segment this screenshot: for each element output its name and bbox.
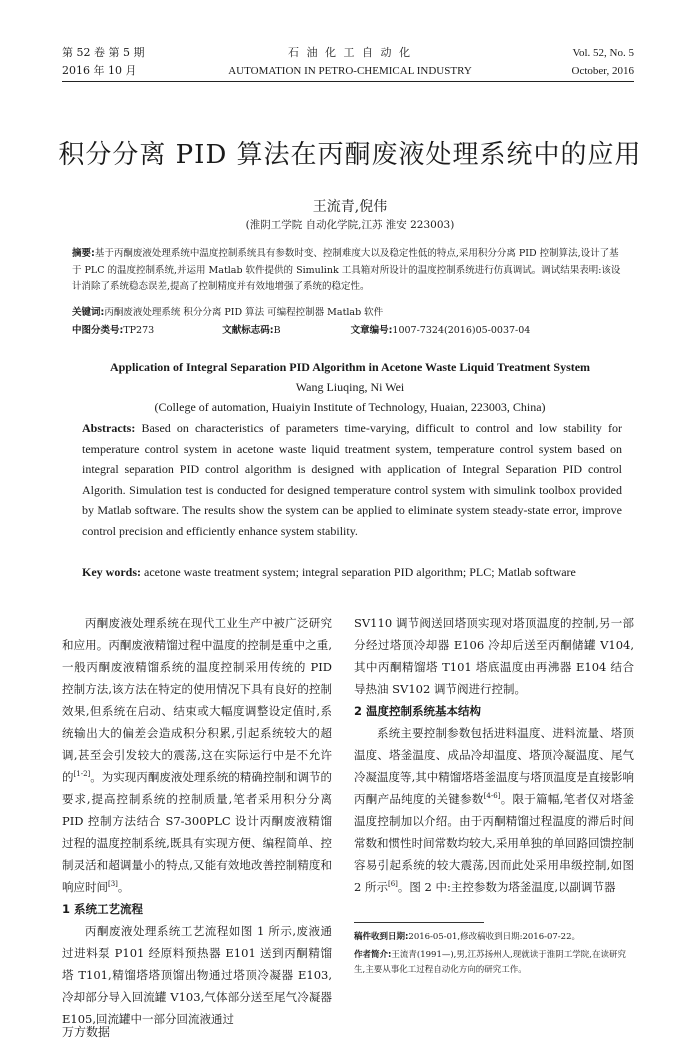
article-label: 文章编号: xyxy=(350,325,393,336)
author-bio-label: 作者简介: xyxy=(354,950,392,960)
paper-affiliation: (淮阴工学院 自动化学院,江苏 淮安 223003) xyxy=(245,219,455,231)
section-heading-1: 1 系统工艺流程 xyxy=(62,902,144,916)
footnote-rule xyxy=(354,922,484,923)
body-left-paragraph-1 xyxy=(62,612,332,898)
en-authors: Wang Liuqing, Ni Wei xyxy=(295,380,405,394)
clc-value: TP273 xyxy=(123,325,155,336)
footer-source: 万方数据 xyxy=(62,1025,111,1039)
en-title: Application of Integral Separation PID Algorithm in Acetone Waste Liquid Treatment System xyxy=(109,360,591,374)
header-volume-cn: 第 52 卷 第 5 期 xyxy=(62,46,145,59)
article-value: 1007-7324(2016)05-0037-04 xyxy=(392,325,531,336)
right-p2b-text: 。限于篇幅,笔者仅对塔釜温度控制加以介绍。由于丙酮精馏过程温度的滞后时间常数和惯性时间常数均较大,采用单独的单回路回馈控制容易引起系统的较大震荡,因而此处采用串级控制,如图 2 所示 xyxy=(354,792,635,894)
citation: [1-2] xyxy=(73,770,91,779)
right-p2-text: 系统主要控制参数包括进料温度、进料流量、塔顶温度、塔釜温度、成品冷却温度、塔顶冷凝温度、尾气冷凝温度等,其中精馏塔塔釜温度与塔顶温度是直接影响丙酮产品纯度的关键参数 xyxy=(354,726,634,806)
header-journal-cn: 石 油 化 工 自 动 化 xyxy=(288,46,412,59)
header-journal-en: AUTOMATION IN PETRO-CHEMICAL INDUSTRY xyxy=(228,65,472,77)
en-keywords-text: acetone waste treatment system; integral separation PID algorithm; PLC; Matlab software xyxy=(144,565,576,579)
left-p1-end: 。 xyxy=(117,880,130,894)
en-affiliation: (College of automation, Huaiyin Institute of Technology, Huaian, 223003, China) xyxy=(154,400,546,414)
header-date-cn: 2016 年 10 月 xyxy=(62,64,137,77)
cn-keywords xyxy=(72,305,628,322)
doc-label: 文献标志码: xyxy=(222,325,274,336)
clc-label: 中图分类号: xyxy=(72,325,124,336)
cn-keywords-text: 丙酮废液处理系统 积分分离 PID 算法 可编程控制器 Matlab 软件 xyxy=(104,307,384,318)
left-p1b-text: 。为实现丙酮废液处理系统的精确控制和调节的要求,提高控制系统的控制质量,笔者采用积分分离 PID 控制方法结合 S7-300PLC 设计丙酮废液精馏过程的温度控制系统,既具有实现方便、编程简单、控制灵活和超调量小的特点,又能有效地改善控制精度和响应时间 xyxy=(62,770,333,894)
header-volume-en: Vol. 52, No. 5 xyxy=(572,47,634,59)
meta-row xyxy=(72,323,628,339)
body-right-paragraph-1: SV110 调节阀送回塔顶实现对塔顶温度的控制,另一部分经过塔顶冷却器 E106 冷却后送至丙酮储罐 V104,其中丙酮精馏塔 T101 塔底温度由再沸器 E104 结合导热油 SV102 调节阀进行控制。 xyxy=(354,616,634,696)
citation: [4-6] xyxy=(483,792,501,801)
en-keywords-label: Key words: xyxy=(82,565,141,579)
en-keywords xyxy=(82,562,622,583)
body-left-paragraph-2: 丙酮废液处理系统工艺流程如图 1 所示,废液通过进料泵 P101 经原料预热器 E101 送到丙酮精馏塔 T101,精馏塔塔顶馏出物通过塔顶冷凝器 E103,冷却部分导入回流罐 V103,气体部分送至尾气冷凝器 E105,回流罐中一部分回流液通过 xyxy=(62,924,332,1026)
cn-abstract xyxy=(72,246,628,296)
en-abstract-text: Based on characteristics of parameters time-varying, difficult to control and low stability for temperature control system in acetone waste liquid treatment system, temperature control system based on integral separation PID control algorithm is designed with application of Integral Separation PID control Algorith. Simulation test is conducted for designed temperature control system with simulink toolbox provided by Matlab software. The results show the system can be applied to eliminate system steady-state error, improve control precision and efficiently enhance system stability. xyxy=(82,421,623,538)
body-left-column xyxy=(62,612,332,1030)
doc-value: B xyxy=(273,325,281,336)
body-right-paragraph-2 xyxy=(354,722,634,898)
footnote-author xyxy=(354,948,634,978)
right-p2-end: 。图 2 中:主控参数为塔釜温度,以副调节器 xyxy=(397,880,616,894)
citation: [3] xyxy=(108,880,118,889)
body-right-column xyxy=(354,612,634,898)
left-p1-text: 丙酮废液处理系统在现代工业生产中被广泛研究和应用。丙酮废液精馏过程中温度的控制是重中之重,一般丙酮废液精馏系统的温度控制采用传统的 PID 控制方法,该方法在特定的使用情况下具有良好的控制效果,但系统在启动、结束或大幅度调整设定值时,系统输出大的偏差会造成积分积累,引起系统较大的超调,甚至会引发较大的震荡,这在实际运行中是不允许的 xyxy=(62,616,332,784)
paper-title: 积分分离 PID 算法在丙酮废液处理系统中的应用 xyxy=(58,140,642,170)
author-bio-value: 王流青(1991—),男,江苏扬州人,现就读于淮阴工学院,在读研究生,主要从事化工过程自动化方向的研究工作。 xyxy=(354,950,626,975)
footnote-received xyxy=(354,930,634,945)
cn-keywords-label: 关键词: xyxy=(72,307,105,318)
en-abstract-label: Abstracts: xyxy=(82,421,136,435)
section-heading-2: 2 温度控制系统基本结构 xyxy=(354,704,482,718)
cn-abstract-label: 摘要: xyxy=(72,248,95,259)
received-value: 2016-05-01,修改稿收到日期:2016-07-22。 xyxy=(408,932,580,942)
paper-authors: 王流青,倪伟 xyxy=(312,199,388,215)
en-abstract xyxy=(82,418,622,541)
header-rule xyxy=(62,81,634,82)
header-date-en: October, 2016 xyxy=(571,65,634,77)
cn-abstract-text: 基于丙酮废液处理系统中温度控制系统具有参数时变、控制难度大以及稳定性低的特点,采用积分分离 PID 控制算法,设计了基于 PLC 的温度控制系统,并运用 Matlab 软件提供的 Simulink 工具箱对所设计的温度控制系统进行仿真调试。调试结果表明:该设计消除了系统稳态误差,提高了控制精度并有效地增强了系统的稳定性。 xyxy=(72,248,621,292)
received-label: 稿件收到日期: xyxy=(354,932,409,942)
citation: [6] xyxy=(387,880,398,889)
